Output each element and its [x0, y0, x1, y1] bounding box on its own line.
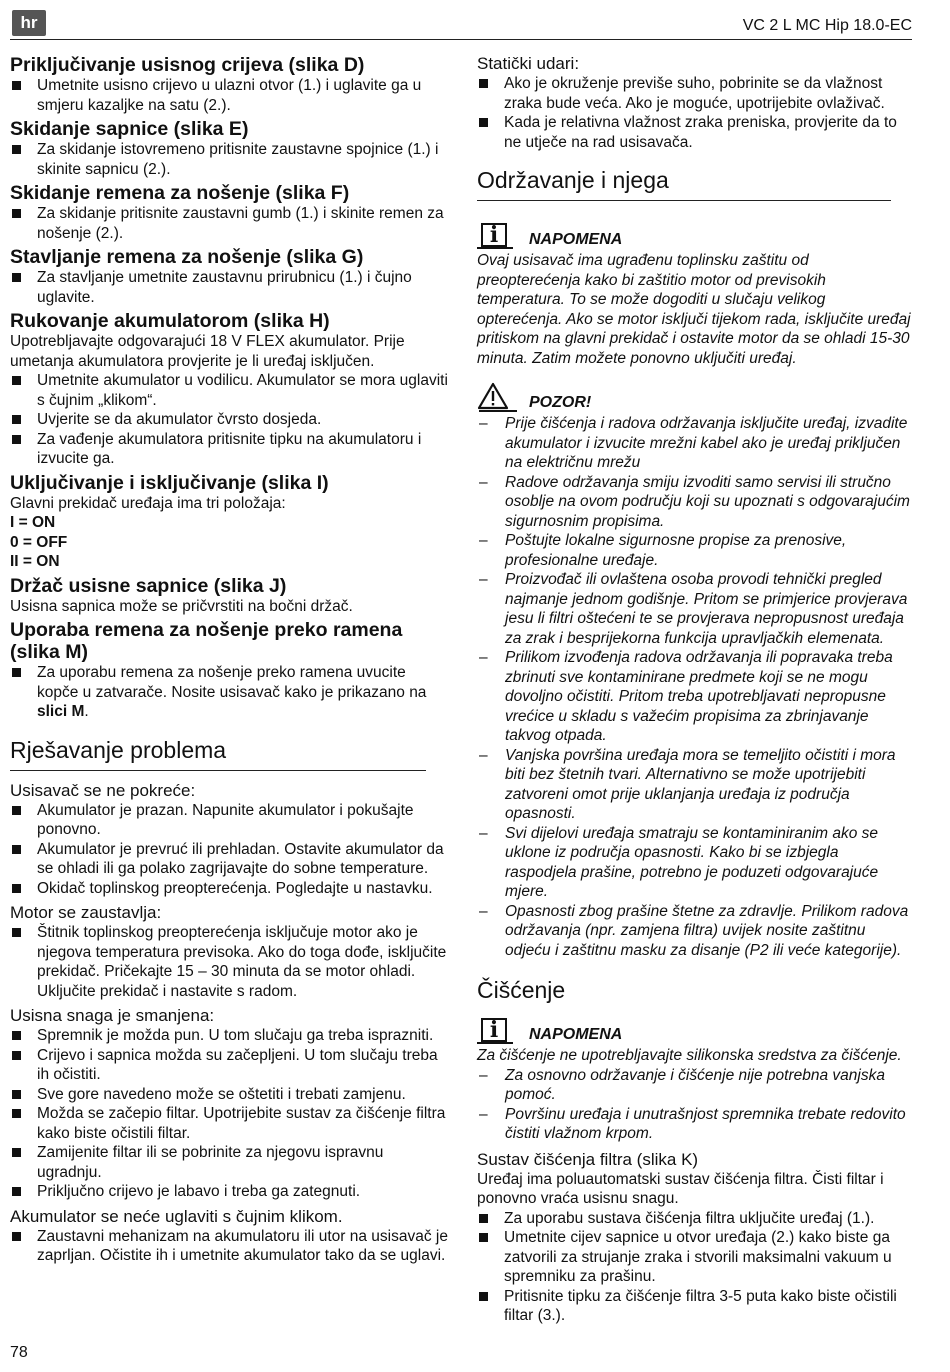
bullet-item: Spremnik je možda pun. U tom slučaju ga treba isprazniti.: [10, 1026, 448, 1046]
section-title: Priključivanje usisnog crijeva (slika D): [10, 54, 365, 76]
bullet-item: Štitnik toplinskog preopterećenja isključuje motor ako je njegova temperatura previsoka. Ako do toga dođe, isključite prekidač. Pričekajte 15 – 30 minuta da se motor ohladi. Uključite prekidač i nastavite s radom.: [10, 923, 448, 1001]
section-title: Uporaba remena za nošenje preko ramena (slika M): [10, 619, 403, 663]
note-text: Ovaj usisavač ima ugrađenu toplinsku zaštitu od preopterećenja kako bi zaštitio motor od previsokih temperatura. To se može dogoditi u slučaju velikog opterećenja. Ako se motor isključi tijekom rada, isključite uređaj pritiskom na glavni prekidač i ostavite motor da se ohladi 15-30 minuta. Zatim možete ponovno uključiti uređaj.: [477, 252, 911, 367]
bullet-item: Umetnite usisno crijevo u ulazni otvor (1.) i uglavite ga u smjeru kazaljke na satu (2.).: [10, 76, 448, 115]
model-name: VC 2 L MC Hip 18.0-EC: [742, 17, 912, 34]
dash-item: – Vanjska površina uređaja mora se temeljito očistiti i mora biti bez štetnih tvari. Alternativno se može upotrijebiti zatvoreni omot prije uklanjanja uređaja iz područja opasnosti.: [477, 746, 911, 824]
chapter-title: Rješavanje problema: [10, 736, 426, 771]
switch-position: 0 = OFF: [10, 533, 68, 551]
page-number: 78: [10, 1344, 28, 1361]
left-column: [10, 54, 448, 1266]
bullet-item: [10, 663, 448, 722]
problem-title: Usisna snaga je smanjena:: [10, 1006, 215, 1025]
dash-item: – Površinu uređaja i unutrašnjost spremnika trebate redovito čistiti vlažnom krpom.: [477, 1105, 911, 1144]
warning-icon: [477, 382, 517, 412]
bullet-item: Ako je okruženje previše suho, pobrinite se da vlažnost zraka bude veća. Ako je moguće, upotrijebite ovlaživač.: [477, 74, 911, 113]
bullet-item: Priključno crijevo je labavo i treba ga zategnuti.: [10, 1182, 448, 1202]
right-column: [477, 54, 911, 1326]
bullet-item: Crijevo i sapnica možda su začepljeni. U tom slučaju treba ih očistiti.: [10, 1046, 448, 1085]
bullet-item: Akumulator je prevruć ili prehladan. Ostavite akumulator da se ohladi ili ga polako zagrijavajte do sobne temperature.: [10, 840, 448, 879]
dash-item: – Radove održavanja smiju izvoditi samo servisi ili stručno osoblje na ovom području koji su upoznati s odgovarajućim sigurnosnim propisima.: [477, 473, 911, 532]
chapter-title: Održavanje i njega: [477, 166, 891, 201]
problem-title: Usisavač se ne pokreće:: [10, 780, 196, 800]
bullet-item: Možda se začepio filtar. Upotrijebite sustav za čišćenje filtra kako biste očistili filtar.: [10, 1104, 448, 1143]
language-tag: hr: [12, 10, 46, 36]
note-header: [477, 223, 911, 249]
bullet-item: Za skidanje pritisnite zaustavni gumb (1.) i skinite remen za nošenje (2.).: [10, 204, 448, 243]
note-header: [477, 1018, 911, 1044]
info-icon: i: [477, 1018, 513, 1044]
dash-item: – Prilikom izvođenja radova održavanja ili popravaka treba zbrinuti sve kontaminirane predmete koji se ne mogu dovoljno očistiti. Pritom treba upotrebljavati nepropusne vrećice u skladu s važećim propisima za zbrinjavanje takvog otpada.: [477, 648, 911, 746]
section-title: Sustav čišćenja filtra (slika K): [477, 1149, 699, 1169]
dash-item: – Prije čišćenja i radova održavanja isključite uređaj, izvadite akumulator i izvucite mrežni kabel ako je uređaj priključen na električnu mrežu: [477, 414, 911, 473]
paragraph: Glavni prekidač uređaja ima tri položaja:: [10, 494, 286, 512]
bullet-item: Kada je relativna vlažnost zraka preniska, provjerite da to ne utječe na rad usisavača.: [477, 113, 911, 152]
bullet-text: .: [84, 703, 89, 720]
bullet-text: Za uporabu remena za nošenje preko ramena uvucite kopče u zatvarače. Nosite usisavač kako je prikazano na: [37, 664, 427, 701]
bullet-item: Zamijenite filtar ili se pobrinite za njegovu ispravnu ugradnju.: [10, 1143, 448, 1182]
problem-title: Statički udari:: [477, 54, 580, 73]
bullet-item: Sve gore navedeno može se oštetiti i trebati zamjenu.: [10, 1085, 448, 1105]
dash-item: – Opasnosti zbog prašine štetne za zdravlje. Prilikom radova održavanja (npr. zamjena filtra) uvijek nosite zaštitnu odjeću i zaštitnu masku za disanje (P2 ili veće kategorije).: [477, 902, 911, 961]
problem-title: Motor se zaustavlja:: [10, 903, 162, 922]
bullet-item: Za stavljanje umetnite zaustavnu prirubnicu (1.) i čujno uglavite.: [10, 268, 448, 307]
chapter-title: Čišćenje: [477, 977, 566, 1003]
section-title: Rukovanje akumulatorom (slika H): [10, 310, 330, 332]
bullet-item: Uvjerite se da akumulator čvrsto dosjeda.: [10, 410, 448, 430]
bullet-item: Za vađenje akumulatora pritisnite tipku na akumulatoru i izvucite ga.: [10, 430, 448, 469]
bullet-item: Okidač toplinskog preopterećenja. Pogledajte u nastavku.: [10, 879, 448, 899]
warning-header: [477, 382, 911, 412]
paragraph: Usisna sapnica može se pričvrstiti na bočni držač.: [10, 597, 353, 615]
bullet-item: Za skidanje istovremeno pritisnite zaustavne spojnice (1.) i skinite sapnicu (2.).: [10, 140, 448, 179]
dash-item: – Svi dijelovi uređaja smatraju se kontaminiranim ako se uklone iz područja opasnosti. Kako bi se izbjegla raspodjela prašine, potrebno je poduzeti odgovarajuće mjere.: [477, 824, 911, 902]
switch-position: II = ON: [10, 553, 60, 570]
dash-item: – Poštujte lokalne sigurnosne propise za prenosive, profesionalne uređaje.: [477, 531, 911, 570]
warning-label: POZOR!: [529, 393, 592, 411]
dash-item: – Za osnovno održavanje i čišćenje nije potrebna vanjska pomoć.: [477, 1066, 911, 1105]
header-rule: [10, 39, 912, 40]
note-label: NAPOMENA: [529, 230, 623, 248]
bullet-item: Za uporabu sustava čišćenja filtra uključite uređaj (1.).: [477, 1209, 911, 1229]
section-title: Uključivanje i isključivanje (slika I): [10, 471, 329, 494]
info-icon: i: [477, 223, 513, 249]
figure-reference: slici M: [37, 703, 85, 720]
paragraph: Uređaj ima poluautomatski sustav čišćenja filtra. Čisti filtar i ponovno vraća usisnu snagu.: [477, 1170, 884, 1207]
note-text: Za čišćenje ne upotrebljavajte silikonska sredstva za čišćenje.: [477, 1047, 902, 1064]
switch-position: I = ON: [10, 514, 56, 531]
problem-title: Akumulator se neće uglaviti s čujnim klikom.: [10, 1206, 343, 1226]
bullet-item: Pritisnite tipku za čišćenje filtra 3-5 puta kako biste očistili filtar (3.).: [477, 1287, 911, 1326]
section-title: Držač usisne sapnice (slika J): [10, 574, 287, 597]
bullet-item: Akumulator je prazan. Napunite akumulator i pokušajte ponovno.: [10, 801, 448, 840]
section-title: Stavljanje remena za nošenje (slika G): [10, 246, 364, 268]
bullet-item: Umetnite akumulator u vodilicu. Akumulator se mora uglaviti s čujnim „klikom“.: [10, 371, 448, 410]
note-label: NAPOMENA: [529, 1025, 623, 1043]
section-title: Skidanje remena za nošenje (slika F): [10, 182, 350, 204]
section-title: Skidanje sapnice (slika E): [10, 118, 249, 140]
dash-item: – Proizvođač ili ovlaštena osoba provodi tehnički pregled najmanje jednom godišnje. Pritom se primjerice provjerava jesu li filtri oštećeni te se provjerava nepropusnost uređaja za zrak i besprijekorna funkcija upravljačkih elemenata.: [477, 570, 911, 648]
bullet-item: Zaustavni mehanizam na akumulatoru ili utor na usisavač je zaprljan. Očistite ih i umetnite akumulator tako da se uglavi.: [10, 1227, 448, 1266]
bullet-item: Umetnite cijev sapnice u otvor uređaja (2.) kako biste ga zatvorili za strujanje zraka i stvorili maksimalni vakuum u spremniku za prašinu.: [477, 1228, 911, 1287]
paragraph: Upotrebljavajte odgovarajući 18 V FLEX akumulator. Prije umetanja akumulatora provjerite je li uređaj isključen.: [10, 333, 405, 370]
